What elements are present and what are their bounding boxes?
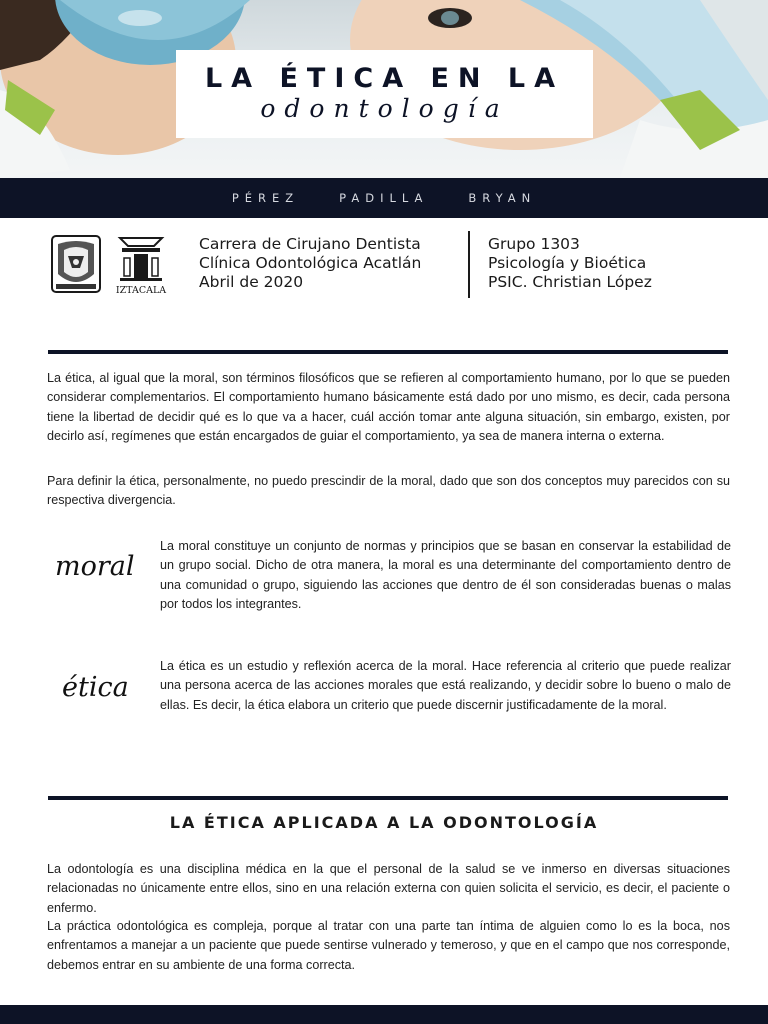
date: Abril de 2020 xyxy=(199,273,304,291)
divider-top xyxy=(48,350,728,354)
subject: Psicología y Bioética xyxy=(488,254,647,272)
document-subtitle: odontología xyxy=(260,94,509,123)
iztacala-wordmark: IZTACALA xyxy=(115,285,167,296)
term-etica: ética xyxy=(62,672,129,703)
career: Carrera de Cirujano Dentista xyxy=(199,235,421,253)
author-band xyxy=(0,178,768,218)
section-paragraph-1: La odontología es una disciplina médica en la que el personal de la salud se ve inmerso en diversas situaciones relacionadas no únicamente entre ellos, sino en una relación externa con quien solicita el servicio, es decir, el paciente o enfermo. xyxy=(47,862,730,915)
title-box xyxy=(176,50,593,138)
section-paragraph-2: La práctica odontológica es compleja, porque al tratar con una parte tan íntima de alguien como lo es la boca, nos enfrentamos a manejar a un paciente que puede sentirse vulnerado y temeroso, y que en el campo que nos corresponde, debemos entrar en su ambiente de una forma correcta. xyxy=(47,919,730,972)
group-info xyxy=(488,235,652,292)
divider-middle xyxy=(48,796,728,800)
unam-seal-icon xyxy=(52,236,100,292)
definition-etica: La ética es un estudio y reflexión acerca de la moral. Hace referencia al criterio que puede realizar una persona acerca de las acciones morales que está realizando, y decidir sobre lo bueno o malo de ellas. Es decir, la ética elabora un criterio que puede discernir justificadamente de la moral. xyxy=(160,659,731,712)
author-given-name: BRYAN xyxy=(468,191,537,205)
institution-logos xyxy=(50,234,168,296)
clinic: Clínica Odontológica Acatlán xyxy=(199,254,422,272)
author-surname-1: PÉREZ xyxy=(231,191,300,205)
intro-paragraph-2: Para definir la ética, personalmente, no puedo prescindir de la moral, dado que son dos conceptos muy parecidos con su respectiva divergencia. xyxy=(47,474,730,508)
author-surname-2: PADILLA xyxy=(339,191,429,205)
definition-moral: La moral constituye un conjunto de normas y principios que se basan en conservar la estabilidad de un grupo social. Dicho de otra manera, la moral es una determinante del comportamiento dentro de una comunidad o grupo, siguiendo las acciones que dentro de él son consideradas buenas o malas por todos los integrantes. xyxy=(160,539,731,611)
footer-bar xyxy=(0,1005,768,1024)
document-title: LA ÉTICA EN LA xyxy=(204,63,565,94)
professor: PSIC. Christian López xyxy=(488,273,652,291)
group: Grupo 1303 xyxy=(488,235,580,253)
term-moral: moral xyxy=(55,551,135,582)
header-photo xyxy=(0,0,768,178)
info-divider xyxy=(468,231,470,298)
intro-paragraph-1: La ética, al igual que la moral, son términos filosóficos que se refieren al comportamiento humano, por lo que se pueden considerar complementarios. El comportamiento humano básicamente está dado por uno mismo, es decir, cada persona tiene la libertad de decidir qué es lo que va a hacer, cuál acción tomar ante alguna situación, sin embargo, existen, por decirlo así, regímenes que están encargados de guiar el comportamiento, ya sea de manera interna o externa. xyxy=(47,371,730,443)
course-info xyxy=(199,235,421,292)
iztacala-logo-icon xyxy=(120,238,162,281)
section-title: LA ÉTICA APLICADA A LA ODONTOLOGÍA xyxy=(169,813,599,832)
